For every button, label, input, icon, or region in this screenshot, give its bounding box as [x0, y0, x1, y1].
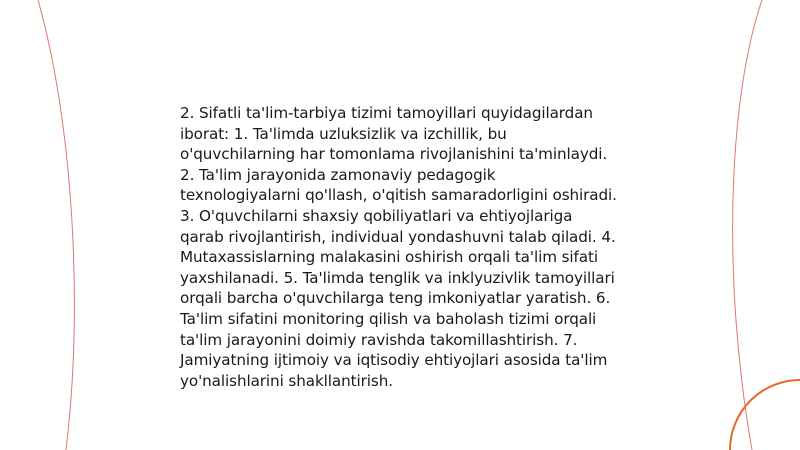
right-decorative-curve: [733, 0, 762, 450]
orange-circle-arc: [730, 380, 800, 450]
left-decorative-curve: [38, 0, 74, 450]
slide-body-text: 2. Sifatli ta'lim-tarbiya tizimi tamoyillari quyidagilardan iborat: 1. Ta'limda uzluksizlik va izchillik, bu o'quvchilarning har tomonlama rivojlanishini ta'minlaydi. 2. Ta'lim jarayonida zamonaviy pedagogik texnologiyalarni qo'llash, o'qitish samaradorligini oshiradi. 3. O'quvchilarni shaxsiy qobiliyatlari va ehtiyojlariga qarab rivojlantirish, individual yondashuvni talab qiladi. 4. Mutaxassislarning malakasini oshirish orqali ta'lim sifati yaxshilanadi. 5. Ta'limda tenglik va inklyuzivlik tamoyillari orqali barcha o'quvchilarga teng imkoniyatlar yaratish. 6. Ta'lim sifatini monitoring qilish va baholash tizimi orqali ta'lim jarayonini doimiy ravishda takomillashtirish. 7. Jamiyatning ijtimoiy va iqtisodiy ehtiyojlari asosida ta'lim yo'nalishlarini shakllantirish.: [180, 104, 617, 390]
